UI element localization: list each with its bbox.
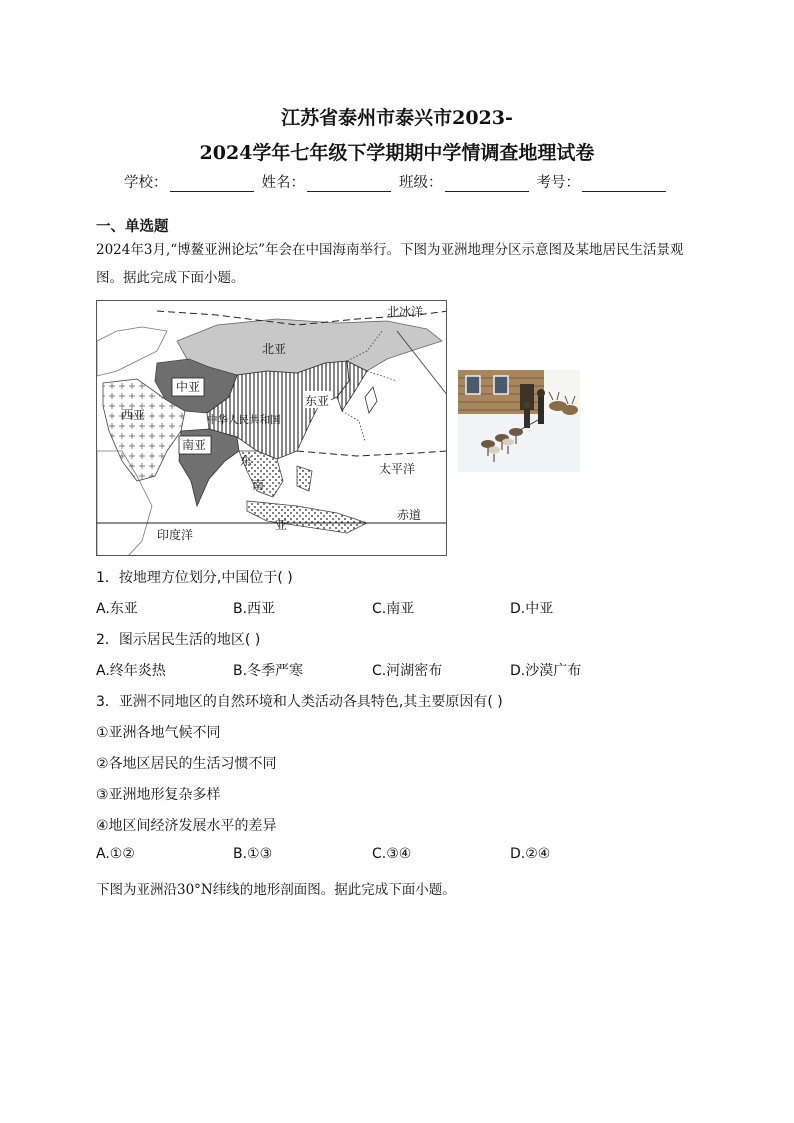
q1-option-c[interactable]: C.南亚 — [372, 601, 415, 617]
exam-number-field[interactable]: 考号： — [537, 171, 671, 192]
q1-option-b[interactable]: B.西亚 — [233, 601, 276, 617]
question-2-stem: 2．图示居民生活的地区( ) — [96, 632, 261, 648]
map-label-equator: 赤道 — [397, 508, 422, 522]
map-label-southeast-east: 东 — [240, 454, 253, 468]
q3-statement-2: ②各地区居民的生活习惯不同 — [96, 756, 277, 772]
map-label-southeast-south: 南 — [252, 478, 265, 492]
north-asia-region — [177, 319, 442, 375]
map-label-indian-ocean: 印度洋 — [157, 528, 194, 542]
residents-life-photo — [458, 370, 580, 472]
school-blank[interactable] — [170, 176, 254, 192]
asia-regions-map — [96, 300, 447, 556]
school-field[interactable]: 学校： — [124, 171, 258, 192]
q3-option-a[interactable]: A.①② — [96, 846, 135, 862]
map-label-west-asia: 西亚 — [121, 408, 146, 422]
student-info-row — [124, 171, 670, 192]
question-3-stem: 3．亚洲不同地区的自然环境和人类活动各具特色,其主要原因有( ) — [96, 694, 503, 710]
section-title: 一、单选题 — [96, 219, 169, 235]
q3-option-d[interactable]: D.②④ — [510, 846, 551, 862]
q1-option-d[interactable]: D.中亚 — [510, 601, 554, 617]
map-label-arctic: 北冰洋 — [387, 305, 424, 319]
class-field[interactable]: 班级： — [399, 171, 533, 192]
map-label-east-asia: 东亚 — [305, 394, 330, 408]
q2-option-b[interactable]: B.冬季严寒 — [233, 663, 304, 679]
asia-map-svg — [97, 301, 447, 556]
exam-title-line1: 江苏省泰州市泰兴市2023- — [281, 107, 513, 129]
intro-paragraph-1: 2024年3月,“博鳌亚洲论坛”年会在中国海南举行。下图为亚洲地理分区示意图及某地居民生活景观图。据此完成下面小题。 — [96, 242, 684, 286]
map-label-china: 中华人民共和国 — [207, 414, 281, 426]
q3-option-c[interactable]: C.③④ — [372, 846, 412, 862]
exam-number-blank[interactable] — [582, 176, 666, 192]
map-label-north-asia: 北亚 — [262, 342, 287, 356]
map-label-south-asia: 南亚 — [182, 438, 207, 452]
southeast-asia-region — [239, 451, 367, 533]
class-blank[interactable] — [445, 176, 529, 192]
question-1-stem: 1．按地理方位划分,中国位于( ) — [96, 570, 293, 586]
intro-paragraph-2: 下图为亚洲沿30°N纬线的地形剖面图。据此完成下面小题。 — [96, 882, 456, 898]
q2-option-a[interactable]: A.终年炎热 — [96, 663, 166, 679]
name-blank[interactable] — [307, 176, 391, 192]
name-field[interactable]: 姓名： — [262, 171, 396, 192]
map-label-pacific: 太平洋 — [379, 462, 416, 476]
q3-option-b[interactable]: B.①③ — [233, 846, 273, 862]
question-3-options — [96, 846, 696, 866]
japan-islands — [365, 387, 377, 413]
question-2-options — [96, 660, 696, 680]
sled-dog-scene — [458, 370, 580, 472]
map-label-central-asia: 中亚 — [176, 380, 201, 394]
q2-option-c[interactable]: C.河湖密布 — [372, 663, 443, 679]
q3-statement-3: ③亚洲地形复杂多样 — [96, 787, 221, 803]
pacific-boundary-dashed — [297, 451, 447, 456]
q3-statement-4: ④地区间经济发展水平的差异 — [96, 818, 277, 834]
map-label-southeast-asia: 亚 — [275, 518, 288, 532]
q3-statement-1: ①亚洲各地气候不同 — [96, 725, 221, 741]
q1-option-a[interactable]: A.东亚 — [96, 601, 138, 617]
exam-title-line2: 2024学年七年级下学期期中学情调查地理试卷 — [199, 142, 595, 164]
question-1-options — [96, 598, 696, 618]
q2-option-d[interactable]: D.沙漠广布 — [510, 663, 582, 679]
